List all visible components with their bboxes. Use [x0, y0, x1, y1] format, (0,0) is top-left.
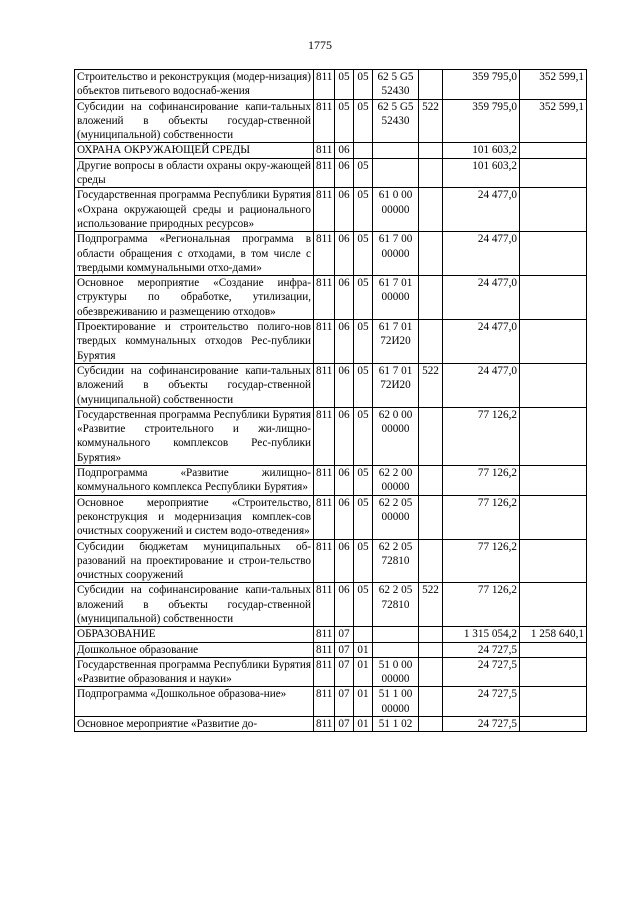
ministry-code-cell: 811	[314, 642, 335, 657]
amount-year2-cell	[520, 232, 587, 276]
amount-year1-cell: 77 126,2	[443, 539, 520, 583]
table-row	[75, 657, 587, 687]
subsection-code-cell: 05	[354, 158, 373, 188]
section-code-cell: 06	[335, 158, 354, 188]
amount-year2-cell	[520, 583, 587, 627]
amount-year2-cell	[520, 158, 587, 188]
ministry-code-cell: 811	[314, 539, 335, 583]
ministry-code-cell: 811	[314, 143, 335, 158]
section-code-cell: 05	[335, 99, 354, 143]
ministry-code-cell: 811	[314, 627, 335, 642]
row-name-cell: Подпрограмма «Развитие жилищно-коммунального комплекса Республики Бурятия»	[75, 466, 314, 496]
amount-year1-cell: 24 477,0	[443, 320, 520, 364]
section-code-cell: 06	[335, 495, 354, 539]
subsection-code-cell: 05	[354, 466, 373, 496]
subsection-code-cell: 05	[354, 495, 373, 539]
table-body	[75, 70, 587, 732]
subsection-code-cell: 05	[354, 583, 373, 627]
amount-year1-cell: 24 727,5	[443, 717, 520, 732]
target-article-cell: 62 2 00 00000	[373, 466, 419, 496]
row-name-cell: Основное мероприятие «Строительство, реконструкция и модернизация комплек-сов очистных сооружений и систем водо-отведения»	[75, 495, 314, 539]
amount-year1-cell: 24 727,5	[443, 687, 520, 717]
expense-type-cell	[419, 70, 443, 100]
row-name-cell: ОБРАЗОВАНИЕ	[75, 627, 314, 642]
target-article-cell	[373, 627, 419, 642]
target-article-cell	[373, 158, 419, 188]
subsection-code-cell: 05	[354, 539, 373, 583]
section-code-cell: 06	[335, 320, 354, 364]
ministry-code-cell: 811	[314, 495, 335, 539]
target-article-cell: 62 2 05 72810	[373, 539, 419, 583]
expense-type-cell	[419, 627, 443, 642]
ministry-code-cell: 811	[314, 363, 335, 407]
amount-year2-cell	[520, 276, 587, 320]
amount-year1-cell: 24 727,5	[443, 642, 520, 657]
subsection-code-cell: 01	[354, 642, 373, 657]
subsection-code-cell: 05	[354, 363, 373, 407]
table-row	[75, 583, 587, 627]
target-article-cell: 51 0 00 00000	[373, 657, 419, 687]
subsection-code-cell: 05	[354, 232, 373, 276]
row-name-cell: Государственная программа Республики Бурятия «Развитие образования и науки»	[75, 657, 314, 687]
target-article-cell	[373, 143, 419, 158]
expense-type-cell	[419, 188, 443, 232]
table-row	[75, 539, 587, 583]
ministry-code-cell: 811	[314, 717, 335, 732]
ministry-code-cell: 811	[314, 70, 335, 100]
target-article-cell: 61 7 01 72И20	[373, 363, 419, 407]
section-code-cell: 06	[335, 583, 354, 627]
amount-year2-cell	[520, 143, 587, 158]
target-article-cell: 62 0 00 00000	[373, 407, 419, 465]
expense-type-cell	[419, 642, 443, 657]
subsection-code-cell	[354, 627, 373, 642]
target-article-cell: 51 1 00 00000	[373, 687, 419, 717]
row-name-cell: Подпрограмма «Дошкольное образова-ние»	[75, 687, 314, 717]
section-code-cell: 06	[335, 276, 354, 320]
section-code-cell: 07	[335, 627, 354, 642]
subsection-code-cell: 01	[354, 717, 373, 732]
table-row	[75, 276, 587, 320]
row-name-cell: Субсидии на софинансирование капи-тальных вложений в объекты государ-ственной (муниципальной) собственности	[75, 99, 314, 143]
expense-type-cell	[419, 495, 443, 539]
section-code-cell: 05	[335, 70, 354, 100]
target-article-cell: 62 2 05 00000	[373, 495, 419, 539]
ministry-code-cell: 811	[314, 583, 335, 627]
section-code-cell: 06	[335, 363, 354, 407]
amount-year2-cell	[520, 407, 587, 465]
ministry-code-cell: 811	[314, 657, 335, 687]
row-name-cell: ОХРАНА ОКРУЖАЮЩЕЙ СРЕДЫ	[75, 143, 314, 158]
ministry-code-cell: 811	[314, 188, 335, 232]
amount-year2-cell	[520, 188, 587, 232]
target-article-cell: 62 5 G5 52430	[373, 99, 419, 143]
amount-year1-cell: 101 603,2	[443, 158, 520, 188]
subsection-code-cell: 05	[354, 407, 373, 465]
ministry-code-cell: 811	[314, 687, 335, 717]
section-code-cell: 07	[335, 687, 354, 717]
amount-year1-cell: 24 477,0	[443, 276, 520, 320]
row-name-cell: Основное мероприятие «Развитие до-	[75, 717, 314, 732]
table-row	[75, 70, 587, 100]
section-code-cell: 07	[335, 642, 354, 657]
subsection-code-cell: 05	[354, 276, 373, 320]
table-row	[75, 642, 587, 657]
expense-type-cell	[419, 276, 443, 320]
row-name-cell: Субсидии на софинансирование капи-тальных вложений в объекты государ-ственной (муниципальной) собственности	[75, 583, 314, 627]
table-row	[75, 320, 587, 364]
amount-year1-cell: 359 795,0	[443, 99, 520, 143]
table-row	[75, 99, 587, 143]
subsection-code-cell	[354, 143, 373, 158]
expense-type-cell	[419, 232, 443, 276]
row-name-cell: Проектирование и строительство полиго-нов твердых коммунальных отходов Рес-публики Бурятия	[75, 320, 314, 364]
subsection-code-cell: 05	[354, 320, 373, 364]
table-row	[75, 407, 587, 465]
expense-type-cell: 522	[419, 363, 443, 407]
target-article-cell	[373, 642, 419, 657]
expense-type-cell	[419, 657, 443, 687]
ministry-code-cell: 811	[314, 99, 335, 143]
target-article-cell: 62 5 G5 52430	[373, 70, 419, 100]
expense-type-cell	[419, 539, 443, 583]
section-code-cell: 06	[335, 539, 354, 583]
table-row	[75, 495, 587, 539]
row-name-cell: Субсидии бюджетам муниципальных об-разований на проектирование и строи-тельство очистных сооружений	[75, 539, 314, 583]
target-article-cell: 61 0 00 00000	[373, 188, 419, 232]
section-code-cell: 06	[335, 143, 354, 158]
target-article-cell: 61 7 00 00000	[373, 232, 419, 276]
row-name-cell: Дошкольное образование	[75, 642, 314, 657]
amount-year1-cell: 77 126,2	[443, 466, 520, 496]
table-row	[75, 627, 587, 642]
expense-type-cell	[419, 158, 443, 188]
row-name-cell: Государственная программа Республики Бурятия «Развитие строительного и жи-лищно-коммунального комплексов Рес-публики Бурятия»	[75, 407, 314, 465]
amount-year1-cell: 1 315 054,2	[443, 627, 520, 642]
amount-year1-cell: 24 477,0	[443, 232, 520, 276]
row-name-cell: Строительство и реконструкция (модер-низация) объектов питьевого водоснаб-жения	[75, 70, 314, 100]
row-name-cell: Основное мероприятие «Создание инфра-структуры по обработке, утилизации, обезвреживанию и размещению отходов»	[75, 276, 314, 320]
subsection-code-cell: 05	[354, 188, 373, 232]
table-row	[75, 188, 587, 232]
table-row	[75, 143, 587, 158]
row-name-cell: Другие вопросы в области охраны окру-жающей среды	[75, 158, 314, 188]
target-article-cell: 61 7 01 00000	[373, 276, 419, 320]
expense-type-cell	[419, 320, 443, 364]
budget-table	[74, 69, 587, 732]
row-name-cell: Государственная программа Республики Бурятия «Охрана окружающей среды и рационального использование природных ресурсов»	[75, 188, 314, 232]
expense-type-cell	[419, 407, 443, 465]
target-article-cell: 62 2 05 72810	[373, 583, 419, 627]
table-row	[75, 363, 587, 407]
section-code-cell: 07	[335, 717, 354, 732]
table-row	[75, 687, 587, 717]
amount-year2-cell: 352 599,1	[520, 70, 587, 100]
target-article-cell: 61 7 01 72И20	[373, 320, 419, 364]
amount-year2-cell	[520, 539, 587, 583]
expense-type-cell	[419, 466, 443, 496]
amount-year1-cell: 77 126,2	[443, 495, 520, 539]
amount-year1-cell: 24 477,0	[443, 188, 520, 232]
amount-year2-cell	[520, 642, 587, 657]
subsection-code-cell: 01	[354, 657, 373, 687]
amount-year2-cell	[520, 717, 587, 732]
ministry-code-cell: 811	[314, 407, 335, 465]
section-code-cell: 06	[335, 188, 354, 232]
ministry-code-cell: 811	[314, 158, 335, 188]
ministry-code-cell: 811	[314, 466, 335, 496]
expense-type-cell	[419, 143, 443, 158]
expense-type-cell	[419, 687, 443, 717]
table-row	[75, 158, 587, 188]
amount-year2-cell: 1 258 640,1	[520, 627, 587, 642]
row-name-cell: Субсидии на софинансирование капи-тальных вложений в объекты государ-ственной (муниципальной) собственности	[75, 363, 314, 407]
amount-year1-cell: 24 727,5	[443, 657, 520, 687]
amount-year1-cell: 359 795,0	[443, 70, 520, 100]
subsection-code-cell: 05	[354, 99, 373, 143]
expense-type-cell	[419, 717, 443, 732]
amount-year2-cell	[520, 495, 587, 539]
amount-year1-cell: 77 126,2	[443, 583, 520, 627]
page-number: 1775	[308, 38, 332, 52]
amount-year2-cell	[520, 320, 587, 364]
ministry-code-cell: 811	[314, 276, 335, 320]
subsection-code-cell: 01	[354, 687, 373, 717]
table-row	[75, 466, 587, 496]
section-code-cell: 07	[335, 657, 354, 687]
amount-year2-cell: 352 599,1	[520, 99, 587, 143]
table-row	[75, 717, 587, 732]
target-article-cell: 51 1 02	[373, 717, 419, 732]
amount-year1-cell: 101 603,2	[443, 143, 520, 158]
section-code-cell: 06	[335, 407, 354, 465]
subsection-code-cell: 05	[354, 70, 373, 100]
section-code-cell: 06	[335, 232, 354, 276]
table-row	[75, 232, 587, 276]
ministry-code-cell: 811	[314, 320, 335, 364]
ministry-code-cell: 811	[314, 232, 335, 276]
section-code-cell: 06	[335, 466, 354, 496]
row-name-cell: Подпрограмма «Региональная программа в области обращения с отходами, в том числе с твердыми коммунальными отхо-дами»	[75, 232, 314, 276]
amount-year1-cell: 24 477,0	[443, 363, 520, 407]
amount-year1-cell: 77 126,2	[443, 407, 520, 465]
expense-type-cell: 522	[419, 583, 443, 627]
expense-type-cell: 522	[419, 99, 443, 143]
amount-year2-cell	[520, 687, 587, 717]
amount-year2-cell	[520, 466, 587, 496]
amount-year2-cell	[520, 657, 587, 687]
amount-year2-cell	[520, 363, 587, 407]
